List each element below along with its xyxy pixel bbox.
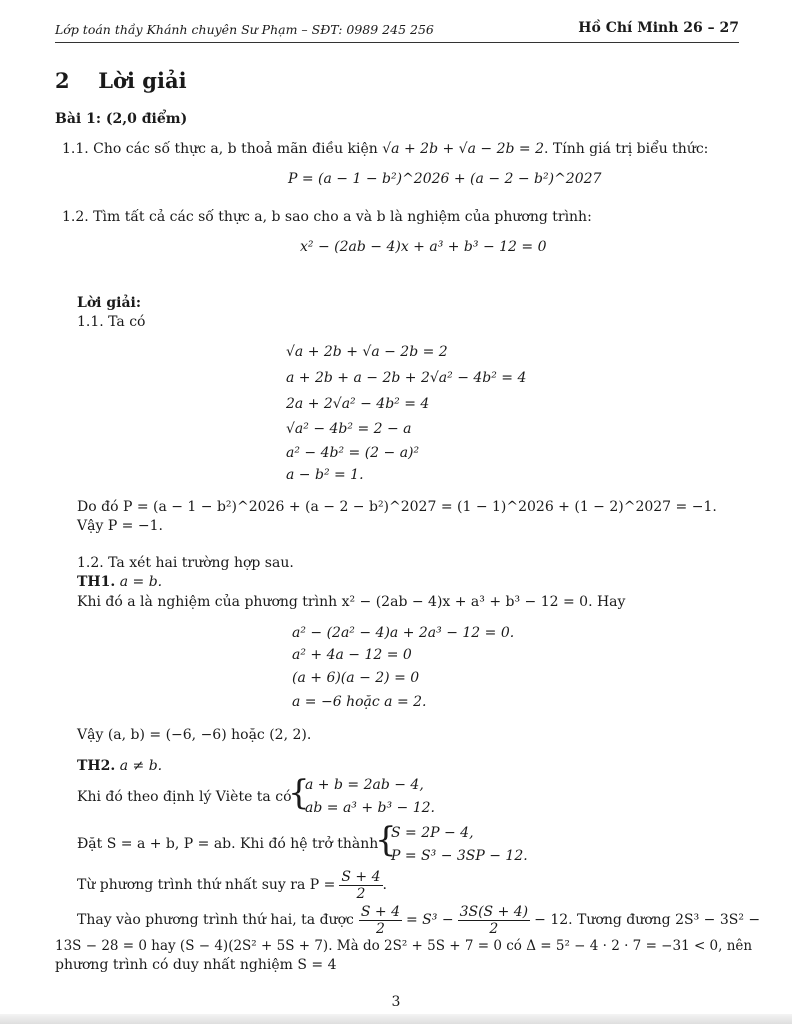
fraction-denominator: 2 bbox=[375, 920, 385, 937]
problem-1-1-condition: √a + 2b + √a − 2b = 2 bbox=[382, 141, 544, 157]
case-1-step: a² + 4a − 12 = 0 bbox=[292, 647, 412, 663]
solution-1-1-step: √a² − 4b² = 2 − a bbox=[286, 421, 412, 437]
viete-equation: a + b = 2ab − 4, bbox=[305, 777, 424, 793]
section-number: 2 bbox=[55, 68, 70, 93]
case-2-substitution-text: Đặt S = a + b, P = ab. Khi đó hệ trở thành bbox=[77, 836, 379, 852]
problem-1-2 bbox=[62, 209, 592, 225]
substitution-tail: − 12. Tương đương 2S³ − 3S² − bbox=[534, 912, 761, 928]
case-1-answer: Vậy (a, b) = (−6, −6) hoặc (2, 2). bbox=[77, 727, 312, 743]
case-1-heading bbox=[77, 574, 162, 590]
substitution-fraction-1 bbox=[359, 904, 402, 937]
section-title: Lời giải bbox=[98, 68, 187, 93]
problem-1-1 bbox=[62, 141, 708, 157]
viete-equation: ab = a³ + b³ − 12. bbox=[305, 800, 435, 816]
solution-1-1-step: a − b² = 1. bbox=[286, 467, 364, 483]
case-2-from-first: Từ phương trình thứ nhất suy ra P = $\frac{S + 4}{2}$ . bbox=[77, 868, 387, 902]
problem-1-2-equation: x² − (2ab − 4)x + a³ + b³ − 12 = 0 bbox=[300, 239, 547, 255]
substitution-fraction-2 bbox=[458, 904, 531, 937]
page-number: 3 bbox=[391, 994, 401, 1010]
problem-1-2-text: Tìm tất cả các số thực a, b sao cho a và b là nghiệm của phương trình: bbox=[93, 209, 592, 225]
from-first-text: Từ phương trình thứ nhất suy ra P = bbox=[77, 877, 336, 893]
case-2-line-2: 13S − 28 = 0 hay (S − 4)(2S² + 5S + 7). Mà do 2S² + 5S + 7 = 0 có Δ = 5² − 4 · 2 · 7 = −31 < 0, nên bbox=[55, 938, 753, 954]
case-1-condition: a = b. bbox=[119, 574, 163, 590]
solution-1-1-step: √a + 2b + √a − 2b = 2 bbox=[286, 344, 448, 360]
header-left-text: Lớp toán thầy Khánh chuyên Sư Phạm – SĐT: 0989 245 256 bbox=[55, 22, 434, 37]
case-2-viete-text: Khi đó theo định lý Viète ta có bbox=[77, 789, 292, 805]
header-right-text: Hồ Chí Minh 26 – 27 bbox=[578, 20, 739, 36]
substitution-system-brace: { bbox=[375, 820, 397, 860]
from-first-fraction bbox=[339, 869, 382, 902]
problem-heading: Bài 1: (2,0 điểm) bbox=[55, 111, 188, 127]
page-bottom-edge bbox=[0, 1014, 792, 1024]
solution-1-1-intro: 1.1. Ta có bbox=[77, 314, 146, 330]
substitution-equation: P = S³ − 3SP − 12. bbox=[391, 848, 528, 864]
page-header bbox=[55, 18, 739, 43]
solution-1-1-step: a + 2b + a − 2b + 2√a² − 4b² = 4 bbox=[286, 370, 527, 386]
solution-1-1-conclusion: Do đó P = (a − 1 − b²)^2026 + (a − 2 − b²)^2027 = (1 − 1)^2026 + (1 − 2)^2027 = −1. bbox=[77, 499, 717, 515]
case-2-condition: a ≠ b. bbox=[119, 758, 163, 774]
solution-1-1-answer: Vậy P = −1. bbox=[77, 518, 163, 534]
solution-heading: Lời giải: bbox=[77, 295, 142, 311]
case-1-step: (a + 6)(a − 2) = 0 bbox=[292, 670, 420, 686]
case-1-step: a² − (2a² − 4)a + 2a³ − 12 = 0. bbox=[292, 625, 515, 641]
solution-1-1-step: 2a + 2√a² − 4b² = 4 bbox=[286, 396, 430, 412]
case-1-label: TH1. bbox=[77, 574, 116, 590]
solution-1-1-step: a² − 4b² = (2 − a)² bbox=[286, 445, 420, 461]
substitution-middle: = S³ − bbox=[406, 912, 454, 928]
case-2-substitution-line bbox=[77, 900, 760, 940]
solution-1-2-intro: 1.2. Ta xét hai trường hợp sau. bbox=[77, 555, 294, 571]
problem-1-1-expression: P = (a − 1 − b²)^2026 + (a − 2 − b²)^2027 bbox=[288, 171, 602, 187]
fraction-numerator: 3S(S + 4) bbox=[459, 903, 529, 920]
case-2-label: TH2. bbox=[77, 758, 116, 774]
fraction-denominator: 2 bbox=[489, 920, 499, 937]
section-heading bbox=[55, 68, 187, 93]
case-1-step: a = −6 hoặc a = 2. bbox=[292, 694, 427, 710]
viete-system-brace: { bbox=[288, 773, 310, 813]
problem-1-2-label: 1.2. bbox=[62, 209, 89, 225]
case-2-heading bbox=[77, 758, 162, 774]
substitution-equation: S = 2P − 4, bbox=[391, 825, 474, 841]
fraction-numerator: S + 4 bbox=[360, 903, 400, 920]
problem-1-1-text-b: . Tính giá trị biểu thức: bbox=[543, 141, 709, 157]
fraction-numerator: S + 4 bbox=[341, 868, 381, 885]
case-2-line-3: phương trình có duy nhất nghiệm S = 4 bbox=[55, 957, 337, 973]
fraction-denominator: 2 bbox=[356, 885, 366, 902]
case-1-text: Khi đó a là nghiệm của phương trình x² − (2ab − 4)x + a³ + b³ − 12 = 0. Hay bbox=[77, 594, 626, 610]
problem-1-1-label: 1.1. bbox=[62, 141, 89, 157]
substitution-text: Thay vào phương trình thứ hai, ta được bbox=[77, 912, 354, 928]
problem-1-1-text-a: Cho các số thực a, b thoả mãn điều kiện bbox=[93, 141, 378, 157]
